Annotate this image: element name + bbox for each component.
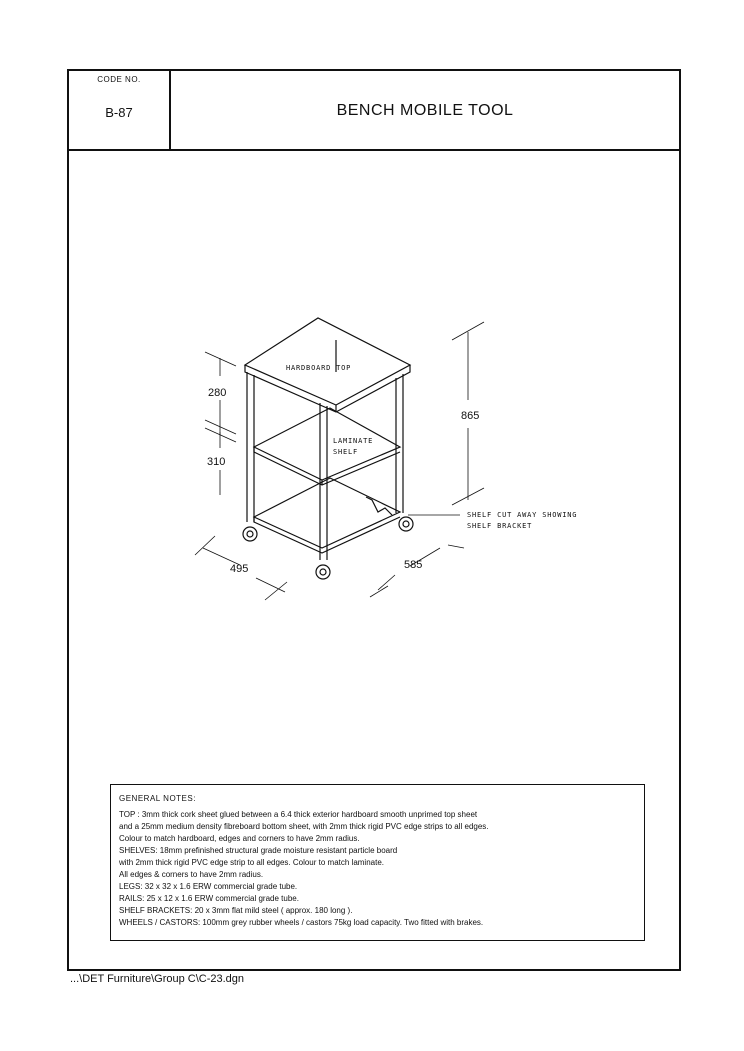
note-line: Colour to match hardboard, edges and corners to have 2mm radius.	[119, 834, 360, 843]
note-line: SHELVES: 18mm prefinished structural grade moisture resistant particle board	[119, 846, 398, 855]
note-line: WHEELS / CASTORS: 100mm grey rubber wheels / castors 75kg load capacity. Two fitted with brakes.	[119, 918, 484, 927]
table-top-edge	[245, 365, 410, 412]
label-top: HARDBOARD TOP	[286, 364, 352, 372]
code-value: B-87	[105, 105, 133, 120]
castors	[243, 517, 413, 579]
file-path: ...\DET Furniture\Group C\C-23.dgn	[70, 973, 245, 985]
note-line: and a 25mm medium density fibreboard bottom sheet, with 2mm thick rigid PVC edge strips to all edges.	[119, 822, 489, 831]
code-label: CODE NO.	[97, 75, 141, 84]
dim-310: 310	[207, 456, 226, 468]
label-shelf-2: SHELF	[333, 448, 359, 456]
dim-865: 865	[461, 410, 480, 422]
general-notes	[110, 784, 645, 941]
note-line: LEGS: 32 x 32 x 1.6 ERW commercial grade tube.	[119, 882, 298, 891]
dim-280: 280	[208, 387, 227, 399]
note-line: with 2mm thick rigid PVC edge strip to all edges. Colour to match laminate.	[119, 858, 385, 867]
note-line: RAILS: 25 x 12 x 1.6 ERW commercial grade tube.	[119, 894, 299, 903]
note-line: TOP : 3mm thick cork sheet glued between a 6.4 thick exterior hardboard smooth unprimed top sheet	[119, 810, 478, 819]
label-shelf-1: LAMINATE	[333, 437, 374, 445]
note-line: All edges & corners to have 2mm radius.	[119, 870, 264, 879]
label-cutaway-2: SHELF BRACKET	[467, 522, 533, 530]
note-line: SHELF BRACKETS: 20 x 3mm flat mild steel ( approx. 180 long ).	[119, 906, 353, 915]
dim-585: 585	[404, 559, 423, 571]
drawing-title: BENCH MOBILE TOOL	[336, 102, 514, 119]
notes-heading: GENERAL NOTES:	[119, 794, 196, 803]
table-top	[245, 318, 410, 405]
label-cutaway-1: SHELF CUT AWAY SHOWING	[467, 511, 578, 519]
dim-495: 495	[230, 563, 249, 575]
